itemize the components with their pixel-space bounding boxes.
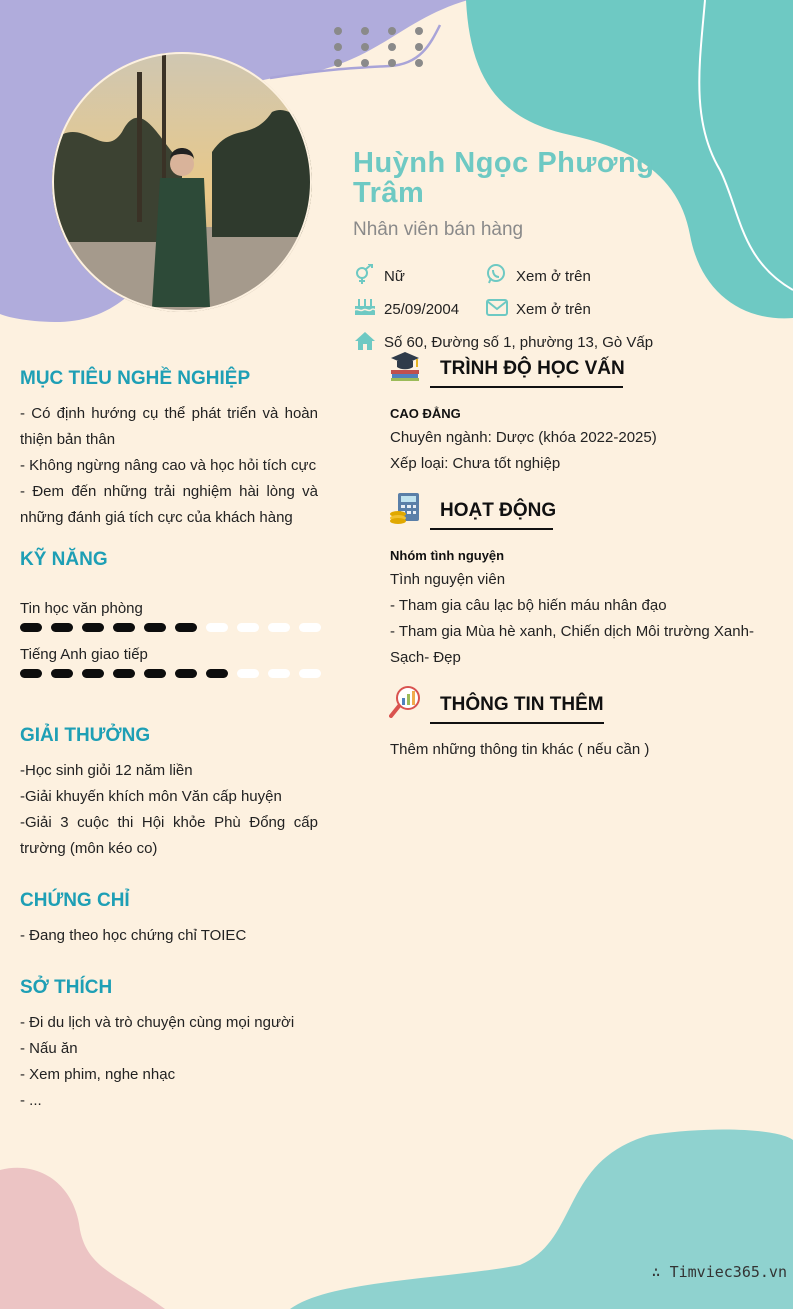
skill-dot-empty: [299, 669, 321, 678]
graduation-icon: [389, 350, 421, 382]
hobby-item: - Nấu ăn: [20, 1040, 78, 1057]
skill-label: Tiếng Anh giao tiếp: [20, 646, 148, 663]
skill-dot-empty: [299, 623, 321, 632]
mail-icon: [486, 298, 508, 318]
skill-dot-filled: [82, 669, 104, 678]
dots-decoration: [332, 26, 428, 68]
brand-watermark: ∴ Timviec365.vn: [651, 1263, 787, 1281]
job-title: Nhân viên bán hàng: [353, 219, 524, 240]
profile-photo: [52, 52, 312, 312]
cake-icon: [354, 296, 376, 316]
certificate-item: - Đang theo học chứng chỉ TOIEC: [20, 927, 247, 944]
award-item: -Học sinh giỏi 12 năm liền: [20, 762, 193, 779]
skill-dot-filled: [20, 623, 42, 632]
skill-dot-filled: [206, 669, 228, 678]
skill-dot-empty: [268, 669, 290, 678]
skill-dot-filled: [51, 623, 73, 632]
awards-title: GIẢI THƯỞNG: [20, 725, 151, 746]
gender-value: Nữ: [384, 268, 405, 285]
skill-dot-empty: [206, 623, 228, 632]
calculator-icon: [389, 492, 421, 524]
skill-dot-filled: [113, 623, 135, 632]
hobbies-list: [20, 1010, 318, 1114]
certificates-list: [20, 923, 318, 949]
hobby-item: - Xem phim, nghe nhạc: [20, 1066, 176, 1083]
award-item: -Giải khuyến khích môn Văn cấp huyện: [20, 788, 282, 805]
skill-meter: [20, 669, 321, 678]
hobby-item: - ...: [20, 1092, 42, 1109]
email-value: Xem ở trên: [516, 301, 591, 318]
objective-list: [20, 401, 318, 531]
objective-title: MỤC TIÊU NGHỀ NGHIỆP: [20, 368, 251, 389]
pink-blob: [0, 1168, 165, 1309]
extra-underline: [430, 722, 604, 724]
activity-item: - Tham gia Mùa hè xanh, Chiến dịch Môi trường Xanh-Sạch- Đẹp: [390, 623, 754, 666]
skill-dot-filled: [175, 623, 197, 632]
certificates-title: CHỨNG CHỈ: [20, 890, 130, 911]
activities-title: HOẠT ĐỘNG: [440, 500, 557, 521]
skill-dot-filled: [144, 669, 166, 678]
skill-meter: [20, 623, 321, 632]
gender-icon: [354, 264, 376, 284]
skill-dot-empty: [268, 623, 290, 632]
skill-label: Tin học văn phòng: [20, 600, 143, 617]
birthday-value: 25/09/2004: [384, 301, 460, 318]
skill-dot-filled: [144, 623, 166, 632]
objective-item: - Không ngừng nâng cao và học hỏi tích cực: [20, 457, 317, 474]
home-icon: [354, 331, 376, 351]
education-underline: [430, 386, 623, 388]
extra-title: THÔNG TIN THÊM: [440, 694, 604, 715]
skill-dot-filled: [82, 623, 104, 632]
education-school: CAO ĐẲNG: [390, 406, 461, 421]
hobbies-title: SỞ THÍCH: [20, 977, 113, 998]
phone-value: Xem ở trên: [516, 268, 591, 285]
whatsapp-icon: [486, 264, 508, 284]
activity-item: - Tham gia câu lạc bộ hiến máu nhân đạo: [390, 597, 667, 614]
skill-dot-filled: [175, 669, 197, 678]
award-item: -Giải 3 cuộc thi Hội khỏe Phù Đổng cấp trường (môn kéo co): [20, 814, 318, 857]
skill-dot-filled: [51, 669, 73, 678]
skill-dot-filled: [20, 669, 42, 678]
chart-icon: [389, 686, 421, 718]
education-rank: Xếp loại: Chưa tốt nghiệp: [390, 455, 561, 472]
skill-dot-filled: [113, 669, 135, 678]
objective-item: - Có định hướng cụ thể phát triển và hoàn thiện bản thân: [20, 405, 318, 448]
activities-underline: [430, 528, 553, 530]
activities-list: [390, 567, 760, 671]
activity-role: Tình nguyện viên: [390, 571, 506, 588]
activities-org: Nhóm tình nguyện: [390, 548, 505, 563]
hobby-item: - Đi du lịch và trò chuyện cùng mọi người: [20, 1014, 295, 1031]
extra-text: Thêm những thông tin khác ( nếu cần ): [390, 741, 650, 758]
skills-title: KỸ NĂNG: [20, 549, 108, 570]
address-value: Số 60, Đường số 1, phường 13, Gò Vấp: [384, 334, 654, 351]
objective-item: - Đem đến những trải nghiệm hài lòng và những đánh giá tích cực của khách hàng: [20, 483, 318, 526]
candidate-name: Huỳnh Ngọc Phương Trâm: [353, 147, 655, 209]
education-major: Chuyên ngành: Dược (khóa 2022-2025): [390, 429, 657, 446]
skill-dot-empty: [237, 669, 259, 678]
teal-blob-bottom: [290, 1130, 793, 1309]
education-title: TRÌNH ĐỘ HỌC VẤN: [440, 358, 625, 379]
awards-list: [20, 758, 318, 862]
skill-dot-empty: [237, 623, 259, 632]
